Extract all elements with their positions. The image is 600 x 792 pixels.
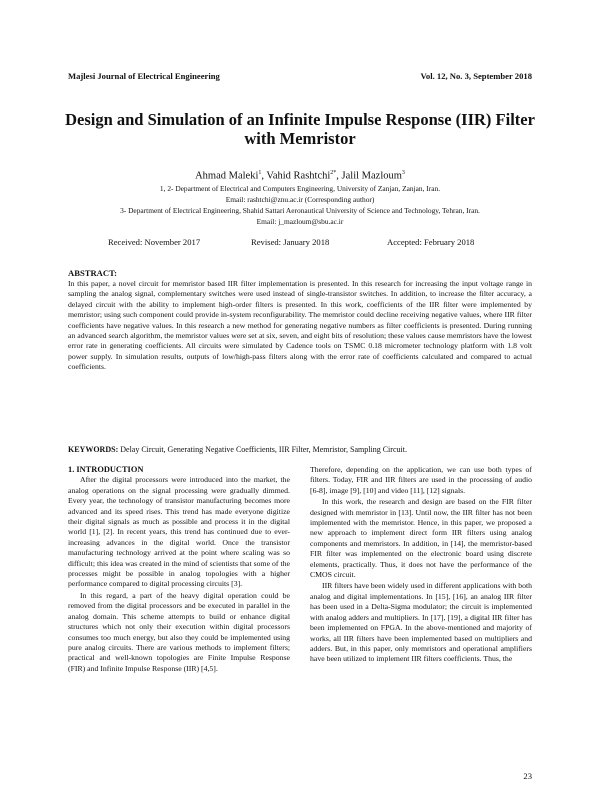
date-accepted: Accepted: February 2018 (387, 237, 475, 247)
page-number: 23 (523, 771, 532, 781)
volume-info: Vol. 12, No. 3, September 2018 (420, 71, 532, 81)
author-1-marker: 1 (258, 170, 262, 176)
email-2: Email: j_mazloum@sbu.ac.ir (256, 216, 344, 226)
author-1: Ahmad Maleki (195, 170, 259, 182)
paragraph: Therefore, depending on the application, we can use both types of filters. Today, FIR and IIR filters are used in the processing of audio [6-8], image [9], [10] and video [11], [12] signals. (310, 465, 532, 495)
journal-name: Majlesi Journal of Electrical Engineering (68, 71, 220, 81)
author-list (60, 170, 540, 182)
paragraph: After the digital processors were introduced into the market, the analog operations on the signal processing were gradually dimmed. Every year, the technology of transistor manufacturing becomes more advanced and its speed rises. This trend has made everyone digitize their digital signals as much as possible and process it in the digital world [1], [2]. In recent years, this trend has continued due to ever-increasing advances in the digital world. Once the transistor manufacturing technology arrived at the point where scaling was so difficult; this idea was created in the mind of scientists that some of the processes might be possible in analog topologies with a higher performance compared to digital processing circuits [3]. (68, 475, 290, 589)
email-1: Email: rashtchi@znu.ac.ir (Corresponding author) (225, 194, 375, 204)
right-column (310, 465, 532, 666)
author-3: , Jalil Mazloum (336, 170, 402, 182)
date-revised: Revised: January 2018 (251, 237, 330, 247)
abstract-heading: ABSTRACT: (68, 268, 118, 278)
paper-title: Design and Simulation of an Infinite Impulse Response (IIR) Filter with Memristor (65, 110, 535, 148)
keywords-text: Delay Circuit, Generating Negative Coefficients, IIR Filter, Memristor, Sampling Circuit. (118, 445, 407, 454)
paragraph: IIR filters have been widely used in different applications with both analog and digital implementations. In [15], [16], an analog IIR filter has been used in a Delta-Sigma modulator; the circuit is implemented with analog adders and multipliers. In [17], [19], a digital IIR filter has been implemented on FPGA. In the above-mentioned and majority of works, all IIR filters have been implemented based on multipliers and adders. But, in this paper, only memristors and operational amplifiers have been utilized to implement IIR filters coefficients. Thus, the (310, 581, 532, 664)
paragraph: In this regard, a part of the heavy digital operation could be removed from the digital processors and be executed in parallel in the analog domain. This scheme attempts to build or enhance digital structures which not only their execution within digital processors consumes too much energy, but also they could be implemented using pure analog circuits. There are various methods to implement filters; practical and well-known topologies are Finite Impulse Response (FIR) and Infinite Impulse Response (IIR) [4,5]. (68, 590, 290, 673)
affiliation-2: 3- Department of Electrical Engineering, Shahid Sattari Aeronautical University of Science and Technology, Tehran, Iran. (120, 206, 480, 215)
abstract-body: In this paper, a novel circuit for memristor based IIR filter implementation is presented. In this research for increasing the input voltage range in sampling the analog signal, complementary switches were used instead of single-transistor switches. In addition, to increase the filter accuracy, a delayed circuit with the ability to implement high-order filters is presented. In this work, coefficients of the IIR filter were implemented by memristor; using such component could provide in-system reconfigurability. The memristor could decline receiving negative values, where IIR filter coefficients have negative values. In this research a new method for generating negative numbers as filter coefficients is presented. During running an advanced search algorithm, the memristor values were set at six, seven, and eight bits of resolution; these values cause memristors have the lowest error rate in generating coefficients. All circuits were simulated by Cadence tools on TSMC 0.18 micrometer technology platform with 1.8 volt power supply. In simulation results, outputs of low/high-pass filters along with the error rate of coefficients calculated and compared to actual coefficients. (68, 279, 532, 372)
author-2: , Vahid Rashtchi (261, 170, 331, 182)
author-2-marker: 2* (330, 170, 337, 176)
author-3-marker: 3 (401, 170, 405, 176)
keywords-label: KEYWORDS: (68, 445, 119, 454)
paragraph: In this work, the research and design are based on the FIR filter designed with memristor in [13]. Until now, the IIR filter has not been implemented with the memristor. Hence, in this paper, we proposed a new approach to implement direct form IIR filters using analog components and memristors. In addition, in [14], the memristor-based FIR filter was implemented on the electronic board using discrete elements, practically. Thus, it does not have the performance of the CMOS circuit. (310, 497, 532, 580)
affiliation-1: 1, 2- Department of Electrical and Computers Engineering, University of Zanjan, Zanjan, Iran. (159, 184, 441, 193)
keywords (68, 445, 532, 454)
left-column (68, 465, 290, 675)
section-heading-introduction: 1. INTRODUCTION (68, 465, 144, 474)
date-received: Received: November 2017 (108, 237, 201, 247)
